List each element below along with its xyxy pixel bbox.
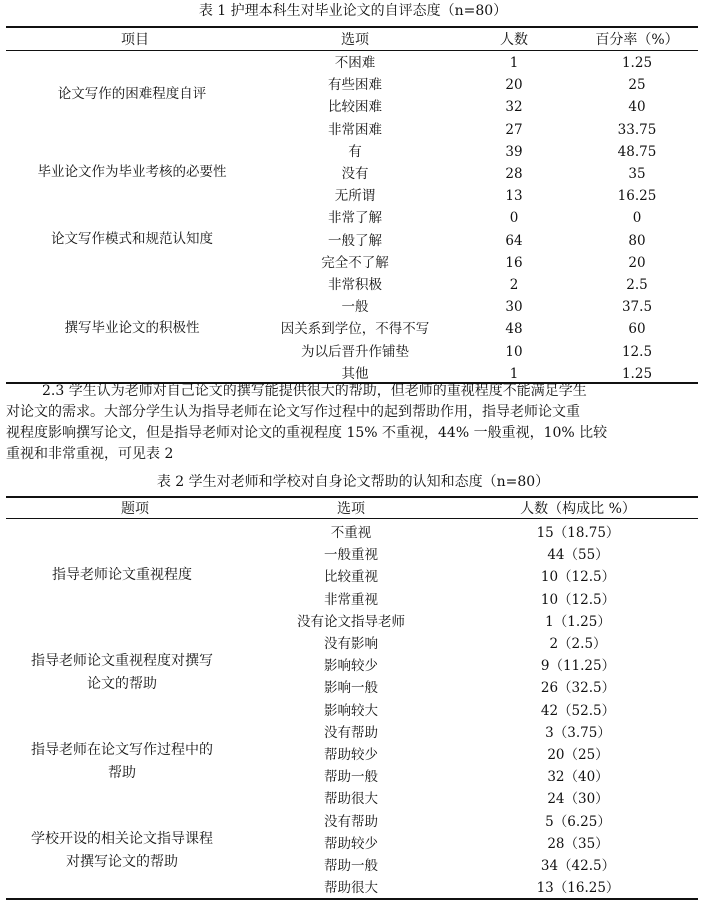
table1-count: 48 — [505, 321, 523, 338]
table2-option: 帮助很大 — [324, 880, 378, 897]
table1-percent: 16.25 — [617, 188, 657, 205]
table2-item-label: 指导老师论文重视程度 — [52, 567, 192, 583]
table1-option: 无所谓 — [334, 188, 376, 205]
table1-option: 非常积极 — [328, 277, 382, 293]
table1-count: 27 — [505, 121, 523, 138]
table2-count: 3（3.75） — [545, 724, 611, 741]
table2-option: 非常重视 — [324, 591, 378, 608]
table1-option: 非常困难 — [328, 121, 382, 138]
table1-item-label: 论文写作模式和规范认知度 — [51, 230, 213, 247]
table1-percent: 40 — [628, 99, 646, 116]
table2-option: 没有帮助 — [324, 813, 378, 830]
table1-option: 有 — [348, 143, 362, 160]
table2-header-count: 人数（构成比 %） — [520, 501, 636, 517]
table1-percent: 33.75 — [617, 121, 657, 138]
table2-option: 不重视 — [330, 525, 372, 541]
table1-option: 因关系到学位，不得不写 — [280, 321, 430, 338]
table2-caption: 表 2 学生对老师和学校对自身论文帮助的认知和态度（n=80） — [156, 474, 550, 490]
table2-count: 15（18.75） — [536, 525, 620, 541]
table1-count: 39 — [505, 143, 523, 160]
table1-option: 一般了解 — [328, 232, 382, 249]
table1-item-label: 毕业论文作为毕业考核的必要性 — [37, 164, 227, 181]
table1-percent: 1.25 — [621, 365, 653, 382]
table1-count: 64 — [505, 232, 523, 249]
table1-option: 其他 — [341, 365, 369, 382]
table2-top-rule — [6, 496, 698, 498]
table2-option: 帮助较少 — [324, 747, 378, 763]
table2-count: 5（6.25） — [545, 813, 611, 830]
table1-count: 1 — [509, 55, 519, 71]
table2-option: 影响较大 — [324, 702, 378, 719]
table1-count: 16 — [505, 254, 523, 271]
table1-header-count: 人数 — [500, 32, 528, 48]
table1-header-rule — [6, 50, 698, 51]
table2-count: 28（35） — [547, 835, 609, 852]
table2-header-rule — [6, 518, 698, 519]
table1-count: 1 — [509, 365, 519, 382]
table2-option: 没有帮助 — [324, 724, 378, 741]
paragraph-line-3: 视程度影响撰写论文，但是指导老师对论文的重视程度 15% 不重视，44% 一般重视，10% 比较 — [6, 425, 608, 441]
table2-count: 1（1.25） — [545, 613, 611, 630]
table1-top-rule — [6, 26, 698, 28]
table1-count: 32 — [505, 99, 523, 116]
table1-option: 有些困难 — [328, 77, 382, 94]
table2-count: 9（11.25） — [540, 658, 616, 675]
table1-option: 没有 — [341, 166, 369, 182]
table1-option: 比较困难 — [328, 99, 382, 116]
table1-option: 不困难 — [334, 55, 376, 71]
table2-count: 26（32.5） — [540, 680, 616, 697]
table1-percent: 0 — [632, 210, 642, 227]
paragraph-line-4: 重视和非常重视，可见表 2 — [6, 446, 174, 462]
table1-item-label: 论文写作的困难程度自评 — [57, 86, 207, 103]
table1-option: 一般 — [341, 299, 369, 316]
table1-count: 10 — [505, 343, 523, 360]
table2-count: 20（25） — [547, 747, 609, 763]
table2-option: 比较重视 — [324, 569, 378, 586]
table2-count: 32（40） — [547, 769, 609, 786]
table1-percent: 1.25 — [621, 55, 653, 71]
table1-percent: 12.5 — [621, 343, 653, 360]
table1-count: 2 — [509, 277, 519, 293]
table2-count: 24（30） — [547, 791, 609, 808]
table2-option: 没有论文指导老师 — [297, 613, 405, 630]
table2-count: 42（52.5） — [540, 702, 616, 719]
table2-count: 10（12.5） — [540, 591, 616, 608]
table1-option: 非常了解 — [328, 210, 382, 227]
table1-count: 0 — [509, 210, 519, 227]
table2-header-item: 题项 — [121, 501, 149, 517]
table1-item-label: 撰写毕业论文的积极性 — [64, 319, 200, 336]
table2-item-label: 帮助 — [108, 765, 136, 782]
table2-count: 34（42.5） — [540, 858, 616, 874]
table1-option: 完全不了解 — [321, 254, 389, 271]
table1-percent: 2.5 — [626, 277, 648, 293]
table2-option: 帮助一般 — [324, 769, 378, 786]
paragraph-line-1: 2.3 学生认为老师对自己论文的撰写能提供很大的帮助，但老师的重视程度不能满足学生 — [42, 383, 587, 399]
table1-header-item: 项目 — [121, 32, 149, 48]
table2-option: 没有影响 — [324, 636, 378, 652]
table2-header-option: 选项 — [337, 501, 365, 517]
table1-percent: 25 — [628, 77, 646, 94]
table2-item-label: 对撰写论文的帮助 — [66, 854, 178, 870]
table1-option: 为以后晋升作铺垫 — [301, 343, 409, 360]
table1-count: 30 — [505, 299, 523, 316]
table2-option: 帮助较少 — [324, 835, 378, 852]
table2-item-label: 论文的帮助 — [87, 676, 157, 693]
table2-bottom-rule — [6, 898, 698, 900]
table1-percent: 60 — [628, 321, 646, 338]
table1-percent: 48.75 — [617, 143, 657, 160]
table1-percent: 35 — [628, 166, 646, 182]
table2-option: 一般重视 — [324, 547, 378, 564]
paragraph-line-2: 对论文的需求。大部分学生认为指导老师在论文写作过程中的起到帮助作用，指导老师论文重 — [6, 404, 580, 420]
table1-percent: 20 — [628, 254, 646, 271]
table2-option: 影响较少 — [324, 658, 378, 675]
table1-count: 20 — [505, 77, 523, 94]
table2-option: 帮助一般 — [324, 858, 378, 874]
table1-percent: 37.5 — [621, 299, 653, 316]
paragraph-2-3 — [6, 381, 700, 465]
table2-item-label: 指导老师论文重视程度对撰写 — [31, 653, 213, 670]
table2-count: 13（16.25） — [536, 880, 620, 897]
table1-header-percent: 百分率（%） — [595, 32, 679, 48]
table1-count: 13 — [505, 188, 523, 205]
table1-count: 28 — [505, 166, 523, 182]
table2-item-label: 指导老师在论文写作过程中的 — [31, 742, 213, 759]
table2-count: 2（2.5） — [549, 636, 607, 652]
table2-option: 影响一般 — [324, 680, 378, 697]
table1-percent: 80 — [628, 232, 646, 249]
table1-caption: 表 1 护理本科生对毕业论文的自评态度（n=80） — [198, 3, 508, 19]
table2-item-label: 学校开设的相关论文指导课程 — [31, 831, 213, 847]
table2-count: 44（55） — [547, 547, 609, 564]
table2-count: 10（12.5） — [540, 569, 616, 586]
table1-header-option: 选项 — [341, 32, 369, 48]
table2-option: 帮助很大 — [324, 791, 378, 808]
